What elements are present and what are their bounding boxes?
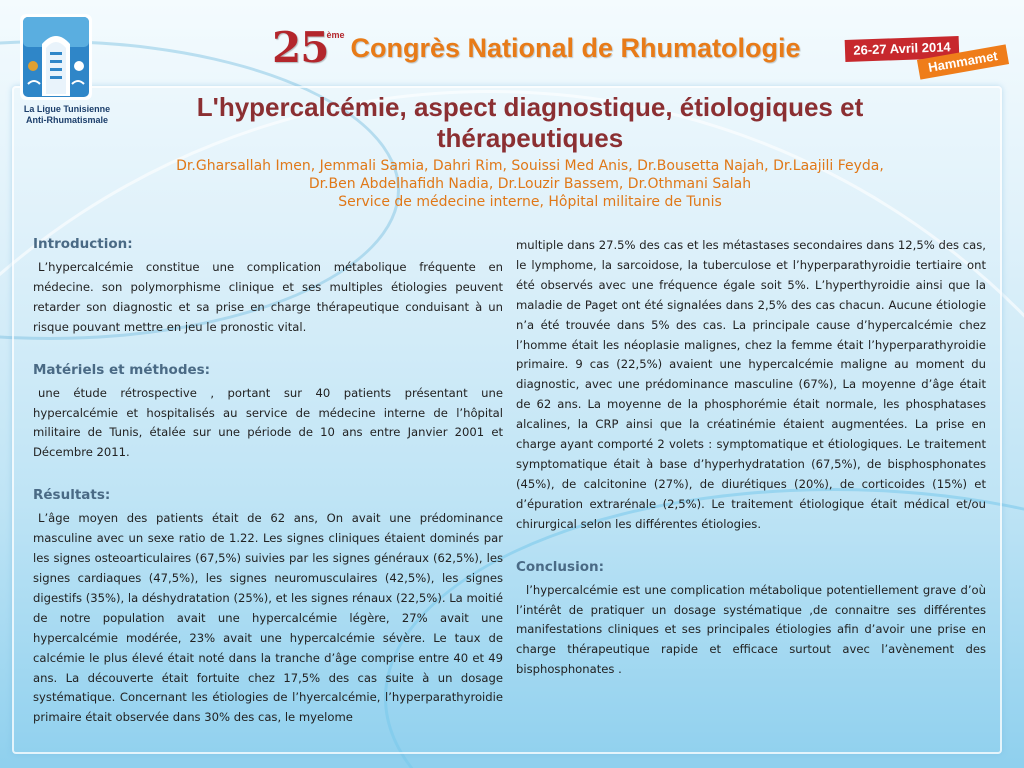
right-column (516, 236, 986, 680)
authors-line2: Dr.Ben Abdelhafidh Nadia, Dr.Louzir Bassem, Dr.Othmani Salah (308, 176, 752, 192)
results-body-right: multiple dans 27.5% des cas et les métastases secondaires dans 12,5% des cas, le lymphome, la sarcoidose, la tuberculose et l’hyperparathyroidie tertiaire ont été observés avec une fréquence égale soit 5%. L’hyperthyroidie ainsi que la maladie de Paget ont été signalées dans 2,5% des cas chacun. Aucune étiologie n’a été trouvée dans 5% des cas. La principale cause d’hypercalcémie chez l’homme était les néoplasie malignes, chez la femme était l’hyperparathyroidie primaire. 9 cas (22,5%) avaient une hypercalcémie maligne au moment du diagnostic, avec une prédominance masculine (67%), La moyenne d’âge était de 62 ans. La moyenne de la phosphorémie était normale, les phosphatases alcalines, la CRP ainsi que la créatinémie étaient augmentées. La prise en charge ayant comporté 2 volets : symptomatique et étiologiques. Le traitement symptomatique était à base d’hyperhydratation (67,5%), de bisphosphonates (45%), de calcitonine (27%), de diurétiques (20%), de corticoides (15%) et d’épuration extrarénale (2,5%). Le traitement étiologique était médical et/ou chirurgical selon les différentes étiologies. (516, 238, 986, 531)
methods-body: une étude rétrospective , portant sur 40 patients présentant une hypercalcémie et hospitalisés au service de médecine interne de l’hôpital militaire de Tunis, étalée sur une période de 10 ans entre Janvier 2001 et Décembre 2011. (33, 385, 503, 460)
congress-venue: Hammamet (917, 44, 1009, 79)
congress-dates: 26-27 Avril 2014 (845, 36, 960, 62)
conclusion-heading: Conclusion: (516, 558, 604, 575)
poster-title-line1: L'hypercalcémie, aspect diagnostique, étiologiques et (196, 92, 864, 122)
congress-number-suffix: ème (326, 30, 345, 40)
congress-title: Congrès National de Rhumatologie (350, 33, 801, 63)
introduction-heading: Introduction: (33, 236, 133, 252)
league-name-line2: Anti-Rhumatismale (25, 115, 108, 125)
league-logo-icon (20, 14, 92, 100)
left-column (33, 236, 503, 728)
conclusion-body: l’hypercalcémie est une complication métabolique potentiellement grave d’où l’intérêt de pratiquer un dosage systématique ,de connaitre ses différentes manifestations cliniques et ses principales étiologies afin d’avoir une prise en charge thérapeutique rapide et efficace surtout avec l’avènement des bisphosphonates . (516, 582, 986, 677)
affiliation: Service de médecine interne, Hôpital militaire de Tunis (338, 194, 722, 210)
poster-authors (110, 157, 950, 211)
league-name-line1: La Ligue Tunisienne (23, 104, 111, 114)
poster-title-line2: thérapeutiques (436, 123, 624, 153)
poster-title (110, 92, 950, 154)
results-body-left: L’âge moyen des patients était de 62 ans, On avait une prédominance masculine avec un sexe ratio de 1.22. Les signes cliniques étaient dominés par les signes osteoarticulaires (67,5%) suivies par les signes généraux (62,5%), les signes cardiaques (47,5%), les signes neuromusculaires (42,5%), les signes digestifs (35%), la déshydratation (25%), et les signes rénaux (22,5%). La moitié de notre population avait une hypercalcémie légère, 27% avait une hypercalcémie modérée, 23% avait une hypercalcémie sévère. Le taux de calcémie le plus élevé était noté dans la tranche d’âge comprise entre 40 et 49 ans. La découverte était fortuite chez 17,5% des cas suite à un dosage systématique. Concernant les étiologies de l’hyercalcémie, l’hyperparathyroidie primaire était observée dans 30% des cas, le myelome (33, 511, 503, 725)
introduction-body: L’hypercalcémie constitue une complication métabolique fréquente en médecine. son polymorphisme clinique et ses multiples étiologies peuvent retarder son diagnostic et sa prise en charge thérapeutique conduisant à un risque pouvant mettre en jeu le pronostic vital. (33, 260, 503, 334)
methods-heading: Matériels et méthodes: (33, 361, 211, 378)
authors-line1: Dr.Gharsallah Imen, Jemmali Samia, Dahri Rim, Souissi Med Anis, Dr.Bousetta Najah, Dr.Laajili Feyda, (176, 158, 884, 174)
congress-header (272, 20, 801, 70)
results-heading: Résultats: (33, 487, 111, 504)
congress-number: 25 (272, 23, 329, 72)
